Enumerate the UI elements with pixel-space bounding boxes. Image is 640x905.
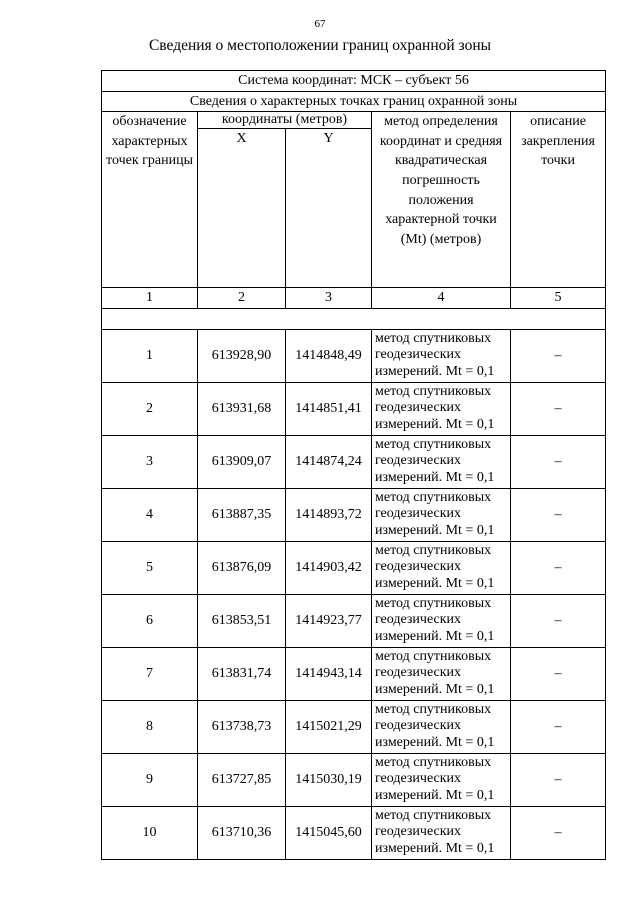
coordinate-y: 1415045,60 — [286, 806, 372, 859]
column-number: 2 — [198, 288, 286, 309]
fixation-description: – — [511, 594, 606, 647]
method: метод спутниковых геодезических измерений. Mt = 0,1 — [372, 753, 511, 806]
coordinate-x: 613710,36 — [198, 806, 286, 859]
coordinate-y: 1414848,49 — [286, 329, 372, 382]
column-number: 1 — [102, 288, 198, 309]
point-id: 4 — [102, 488, 198, 541]
table-row — [102, 806, 606, 859]
page-number: 67 — [314, 18, 326, 30]
coordinate-y: 1415021,29 — [286, 700, 372, 753]
fixation-description: – — [511, 488, 606, 541]
coordinates-table — [101, 70, 606, 860]
point-id: 3 — [102, 435, 198, 488]
coordinate-y: 1414903,42 — [286, 541, 372, 594]
table-header — [102, 71, 606, 330]
coordinate-y: 1414851,41 — [286, 382, 372, 435]
method: метод спутниковых геодезических измерений. Mt = 0,1 — [372, 329, 511, 382]
fixation-description: – — [511, 382, 606, 435]
table-row — [102, 753, 606, 806]
fixation-description: – — [511, 435, 606, 488]
page-title: Сведения о местоположении границ охранной зоны — [148, 37, 492, 54]
column-number: 5 — [511, 288, 606, 309]
point-id: 10 — [102, 806, 198, 859]
table-row — [102, 329, 606, 382]
coordinate-system-row: Система координат: МСК – субъект 56 — [102, 71, 606, 92]
table-row — [102, 647, 606, 700]
subtitle-row: Сведения о характерных точках границ охранной зоны — [102, 91, 606, 112]
coordinate-x: 613738,73 — [198, 700, 286, 753]
column-numbers-row — [102, 288, 606, 309]
fixation-description: – — [511, 541, 606, 594]
point-id: 7 — [102, 647, 198, 700]
point-id: 9 — [102, 753, 198, 806]
header-method: метод определения координат и средняя квадратическая погрешность положения характерной точки (Mt) (метров) — [372, 112, 511, 288]
fixation-description: – — [511, 647, 606, 700]
table-row — [102, 435, 606, 488]
point-id: 2 — [102, 382, 198, 435]
fixation-description: – — [511, 329, 606, 382]
spacer-row — [102, 308, 606, 329]
method: метод спутниковых геодезических измерений. Mt = 0,1 — [372, 488, 511, 541]
table-row — [102, 541, 606, 594]
coordinate-y: 1415030,19 — [286, 753, 372, 806]
table-body — [102, 329, 606, 859]
coordinate-y: 1414893,72 — [286, 488, 372, 541]
header-y: Y — [286, 129, 372, 288]
coordinate-x: 613727,85 — [198, 753, 286, 806]
header-x: X — [198, 129, 286, 288]
coordinate-y: 1414923,77 — [286, 594, 372, 647]
method: метод спутниковых геодезических измерений. Mt = 0,1 — [372, 647, 511, 700]
coordinate-x: 613831,74 — [198, 647, 286, 700]
header-designation: обозначение характерных точек границы — [102, 112, 198, 288]
coordinate-x: 613887,35 — [198, 488, 286, 541]
coordinate-x: 613876,09 — [198, 541, 286, 594]
point-id: 5 — [102, 541, 198, 594]
column-number: 3 — [286, 288, 372, 309]
fixation-description: – — [511, 806, 606, 859]
method: метод спутниковых геодезических измерений. Mt = 0,1 — [372, 382, 511, 435]
table-row — [102, 700, 606, 753]
coordinate-x: 613931,68 — [198, 382, 286, 435]
table-row — [102, 594, 606, 647]
coordinate-x: 613853,51 — [198, 594, 286, 647]
method: метод спутниковых геодезических измерений. Mt = 0,1 — [372, 435, 511, 488]
coordinate-y: 1414874,24 — [286, 435, 372, 488]
coordinate-x: 613909,07 — [198, 435, 286, 488]
point-id: 8 — [102, 700, 198, 753]
point-id: 1 — [102, 329, 198, 382]
table-row — [102, 488, 606, 541]
point-id: 6 — [102, 594, 198, 647]
fixation-description: – — [511, 700, 606, 753]
method: метод спутниковых геодезических измерений. Mt = 0,1 — [372, 806, 511, 859]
fixation-description: – — [511, 753, 606, 806]
header-description: описание закрепления точки — [511, 112, 606, 288]
method: метод спутниковых геодезических измерений. Mt = 0,1 — [372, 541, 511, 594]
method: метод спутниковых геодезических измерений. Mt = 0,1 — [372, 700, 511, 753]
coordinate-y: 1414943,14 — [286, 647, 372, 700]
column-number: 4 — [372, 288, 511, 309]
header-coordinates: координаты (метров) — [198, 112, 372, 129]
coordinate-x: 613928,90 — [198, 329, 286, 382]
method: метод спутниковых геодезических измерений. Mt = 0,1 — [372, 594, 511, 647]
table-row — [102, 382, 606, 435]
